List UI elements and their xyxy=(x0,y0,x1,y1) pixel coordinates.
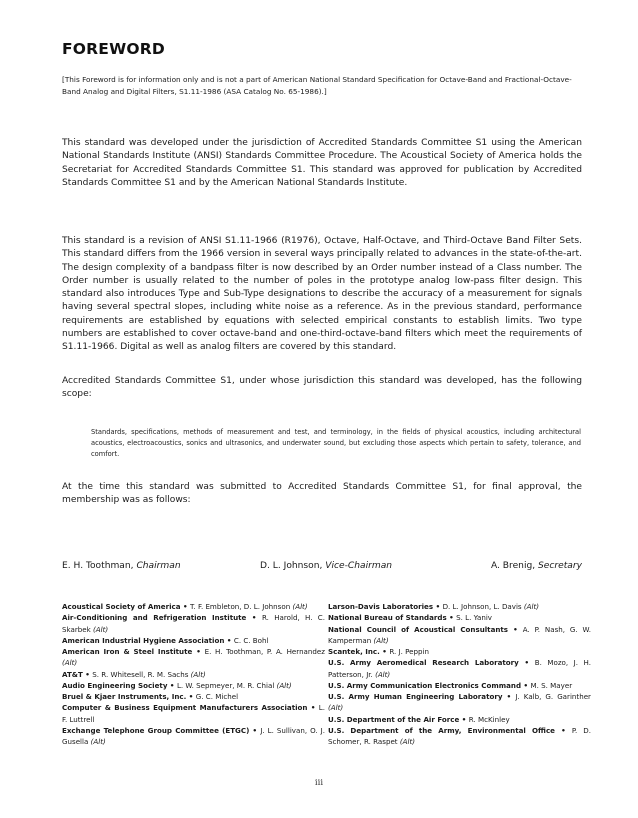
bullet-separator: • xyxy=(82,669,93,679)
member-entry xyxy=(328,612,591,623)
member-representatives: D. L. Johnson, L. Davis xyxy=(442,602,524,611)
member-organization: Exchange Telephone Group Committee (ETGC) xyxy=(62,725,250,735)
alternate-marker: (Alt) xyxy=(276,680,292,690)
bullet-separator: • xyxy=(167,680,177,690)
member-organization: Acoustical Society of America xyxy=(62,602,181,611)
paragraph-membership-intro: At the time this standard was submitted to Accredited Standards Committee S1, for final approval, the membership was as follows: xyxy=(62,482,582,506)
member-organization: Bruel & Kjaer Instruments, Inc. xyxy=(62,692,187,701)
member-organization: National Council of Acoustical Consultants xyxy=(328,624,509,634)
member-representatives: B. Mozo, J. H. Patterson, Jr. xyxy=(328,658,591,679)
member-representatives: G. C. Michel xyxy=(195,692,239,701)
member-entry xyxy=(328,680,591,691)
paragraph-jurisdiction: This standard was developed under the jurisdiction of Accredited Standards Committee S1 using the American National Standards Institute (ANSI) Standards Committee Procedure. The Acoustical Society of America holds the Secretariat for Accredited Standards Committee S1. This standard was approved for publication by Accredited Standards Committee S1 and by the American National Standards Institute. xyxy=(62,138,582,188)
member-organization: Scantek, Inc. xyxy=(328,647,380,656)
member-entry xyxy=(328,657,591,680)
bullet-separator: • xyxy=(508,624,523,634)
member-representatives: S. L. Yaniv xyxy=(456,613,492,623)
paragraph-scope-intro: Accredited Standards Committee S1, under whose jurisdiction this standard was developed, has the following scope: xyxy=(62,376,582,400)
member-organization: U.S. Department of the Army, Environmental Office xyxy=(328,725,555,735)
member-entry xyxy=(62,702,325,725)
bullet-separator: • xyxy=(224,635,234,645)
alternate-marker: (Alt) xyxy=(523,602,540,611)
member-entry xyxy=(62,680,325,691)
bullet-separator: • xyxy=(459,714,469,724)
member-representatives: L. W. Sepmeyer, M. R. Chial xyxy=(176,680,277,690)
member-organization: Computer & Business Equipment Manufacturers Association xyxy=(62,703,308,713)
bullet-separator: • xyxy=(521,680,531,690)
member-entry xyxy=(328,725,591,748)
member-organization: Audio Engineering Society xyxy=(62,680,168,690)
bullet-separator: • xyxy=(518,658,535,668)
alternate-marker: (Alt) xyxy=(328,703,344,713)
member-organization: American Iron & Steel Institute xyxy=(62,647,193,656)
vice-chairman-role: Vice-Chairman xyxy=(325,561,393,571)
member-entry xyxy=(62,691,325,702)
bullet-separator: • xyxy=(502,692,516,701)
alternate-marker: (Alt) xyxy=(373,635,389,645)
member-organization: AT&T xyxy=(62,669,83,679)
member-representatives: S. R. Whitesell, R. M. Sachs xyxy=(92,669,191,679)
paragraph-revision: This standard is a revision of ANSI S1.11-1966 (R1976), Octave, Half-Octave, and Third-Octave Band Filter Sets. This standard differs from the 1966 version in several ways principally related to advances in the state-of-the-art. The design complexity of a bandpass filter is now described by an Order number instead of a Class number. The Order number is usually related to the number of poles in the prototype analog low-pass filter design. This standard also introduces Type and Sub-Type designations to describe the accuracy of a measurement for signals having several spectral slopes, including white noise as a reference. As in the previous standard, performance requirements are established by equations with selected empirical constants to establish limits. Two type numbers are established to cover octave-band and one-third-octave-band filters which meet the requirements of S1.11-1966. Digital as well as analog filters are covered by this standard. xyxy=(62,236,582,353)
member-entry xyxy=(62,635,325,646)
alternate-marker: (Alt) xyxy=(92,624,109,634)
member-entry xyxy=(328,624,591,647)
members-right-column xyxy=(328,601,591,747)
member-entry xyxy=(62,601,325,612)
bullet-separator: • xyxy=(307,703,319,713)
chairman xyxy=(62,561,181,571)
member-representatives: R. McKinley xyxy=(468,714,510,724)
alternate-marker: (Alt) xyxy=(190,669,206,679)
member-representatives: A. P. Nash, G. W. Kamperman xyxy=(328,624,591,645)
bullet-separator: • xyxy=(446,613,457,623)
member-organization: Larson-Davis Laboratories xyxy=(328,602,434,611)
member-entry xyxy=(62,669,325,680)
scope-statement: Standards, specifications, methods of measurement and test, and terminology, in the fields of physical acoustics, including architectural acoustics, electroacoustics, sonics and ultrasonics, and underwater sound, but excluding those aspects which pertain to safety, tolerance, and comfort. xyxy=(91,428,581,459)
member-representatives: L. F. Luttrell xyxy=(62,703,325,724)
alternate-marker: (Alt) xyxy=(62,658,78,668)
vice-chairman-name: D. L. Johnson, xyxy=(260,561,326,571)
secretary-role: Secretary xyxy=(538,561,582,571)
member-representatives: R. J. Peppin xyxy=(389,647,429,656)
member-organization: National Bureau of Standards xyxy=(328,613,447,623)
members-left-column xyxy=(62,601,325,747)
bullet-separator: • xyxy=(379,647,390,656)
member-representatives: P. D. Schomer, R. Raspet xyxy=(328,725,591,746)
member-entry xyxy=(328,691,591,714)
member-representatives: R. Harold, H. C. Skarbek xyxy=(62,613,325,634)
member-entry xyxy=(62,612,325,635)
member-representatives: M. S. Mayer xyxy=(530,680,573,690)
committee-officers xyxy=(62,561,582,575)
member-organization: U.S. Department of the Air Force xyxy=(328,714,460,724)
bullet-separator: • xyxy=(192,647,205,656)
member-representatives: E. H. Toothman, P. A. Hernandez xyxy=(204,647,325,656)
page-number: iii xyxy=(314,778,324,788)
alternate-marker: (Alt) xyxy=(399,737,415,746)
alternate-marker: (Alt) xyxy=(292,602,308,611)
secretary xyxy=(491,561,582,571)
page-title: FOREWORD xyxy=(62,40,165,58)
alternate-marker: (Alt) xyxy=(90,737,106,746)
foreword-note: [This Foreword is for information only and is not a part of American National Standard Specification for Octave-Band and Fractional-Octave-Band Analog and Digital Filters, S1.11-1986 (ASA Catalog No. 65-1986).] xyxy=(62,75,572,96)
bullet-separator: • xyxy=(180,602,190,611)
bullet-separator: • xyxy=(186,692,196,701)
member-organization: Air-Conditioning and Refrigeration Institute xyxy=(62,613,247,623)
bullet-separator: • xyxy=(246,613,262,623)
member-entry xyxy=(328,601,591,612)
member-representatives: J. Kalb, G. Garinther xyxy=(515,692,591,701)
member-organization: U.S. Army Aeromedical Research Laboratory xyxy=(328,658,519,668)
member-entry xyxy=(62,646,325,669)
bullet-separator: • xyxy=(554,725,572,735)
member-representatives: C. C. Bohl xyxy=(233,635,269,645)
member-organization: American Industrial Hygiene Association xyxy=(62,635,225,645)
member-entry xyxy=(328,646,591,657)
member-organization: U.S. Army Human Engineering Laboratory xyxy=(328,692,503,701)
bullet-separator: • xyxy=(249,725,261,735)
secretary-name: A. Brenig, xyxy=(490,561,539,571)
member-representatives: J. L. Sullivan, O. J. Gusella xyxy=(62,725,325,746)
member-entry xyxy=(328,714,591,725)
member-representatives: T. F. Embleton, D. L. Johnson xyxy=(190,602,293,611)
chairman-role: Chairman xyxy=(136,561,181,571)
member-organization: U.S. Army Communication Electronics Command xyxy=(328,680,522,690)
member-entry xyxy=(62,725,325,748)
chairman-name: E. H. Toothman, xyxy=(62,561,137,571)
bullet-separator: • xyxy=(433,602,443,611)
alternate-marker: (Alt) xyxy=(375,669,391,679)
vice-chairman xyxy=(260,561,392,571)
